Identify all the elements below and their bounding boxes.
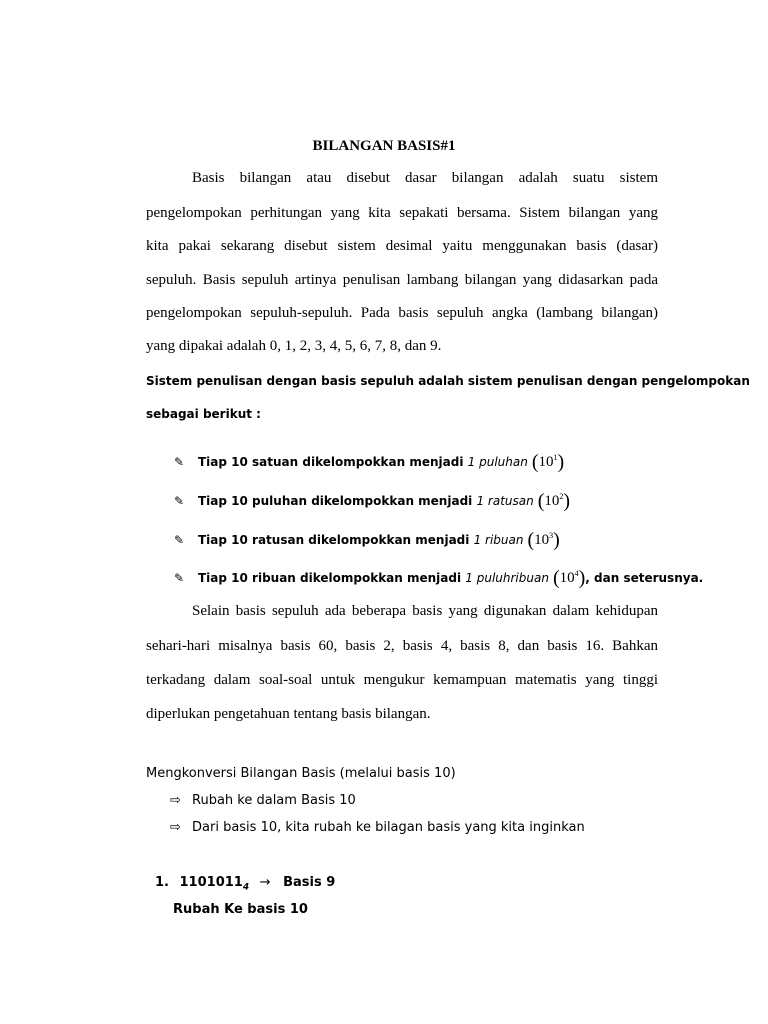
convert-heading: Mengkonversi Bilangan Basis (melalui basis 10) xyxy=(146,766,456,781)
bullet-item xyxy=(174,529,560,552)
pointing-hand-icon: ✎ xyxy=(174,571,185,585)
bullet-text: Tiap 10 ratusan dikelompokkan menjadi xyxy=(198,533,474,547)
arrow-icon: → xyxy=(259,875,271,890)
power-expression: $(10^1)$ xyxy=(531,451,565,473)
pointing-hand-icon: ✎ xyxy=(174,455,185,469)
convert-step: ⇨ Dari basis 10, kita rubah ke bilagan basis yang kita inginkan xyxy=(170,820,585,835)
right-arrow-icon: ⇨ xyxy=(170,793,181,808)
example-base: 4 xyxy=(242,882,250,893)
bullet-text: Tiap 10 puluhan dikelompokkan menjadi xyxy=(198,494,477,508)
example-note: Rubah Ke basis 10 xyxy=(173,902,308,917)
pointing-hand-icon: ✎ xyxy=(174,494,185,508)
system-line-1: Sistem penulisan dengan basis sepuluh adalah sistem penulisan dengan pengelompokan xyxy=(146,374,750,388)
example-number: 1. xyxy=(155,875,169,890)
other-line-2: sehari-hari misalnya basis 60, basis 2, basis 4, basis 8, dan basis 16. Bahkan xyxy=(146,638,658,654)
example-item xyxy=(155,875,335,893)
system-line-2: sebagai berikut : xyxy=(146,407,261,421)
intro-line-6: yang dipakai adalah 0, 1, 2, 3, 4, 5, 6, 7, 8, dan 9. xyxy=(146,338,442,354)
intro-line-2: pengelompokan perhitungan yang kita sepakati bersama. Sistem bilangan yang xyxy=(146,205,658,221)
intro-line-4: sepuluh. Basis sepuluh artinya penulisan lambang bilangan yang didasarkan pada xyxy=(146,272,658,288)
bullet-italic: 1 ratusan xyxy=(476,494,534,508)
intro-line-1: Basis bilangan atau disebut dasar bilangan adalah suatu sistem xyxy=(192,170,658,186)
power-expression: $(10^2)$ xyxy=(537,490,571,512)
bullet-italic: 1 ribuan xyxy=(473,533,524,547)
other-line-1: Selain basis sepuluh ada beberapa basis yang digunakan dalam kehidupan xyxy=(192,603,658,619)
bullet-italic: 1 puluhan xyxy=(467,455,528,469)
other-line-3: terkadang dalam soal-soal untuk mengukur kemampuan matematis yang tinggi xyxy=(146,672,658,688)
power-expression: $(10^4)$ xyxy=(552,567,586,589)
bullet-italic: 1 puluhribuan xyxy=(465,571,549,585)
intro-line-5: pengelompokan sepuluh-sepuluh. Pada basis sepuluh angka (lambang bilangan) xyxy=(146,305,658,321)
convert-step: ⇨ Rubah ke dalam Basis 10 xyxy=(170,793,356,808)
example-value: 1101011 xyxy=(179,875,243,890)
bullet-text: Tiap 10 satuan dikelompokkan menjadi xyxy=(198,455,468,469)
bullet-item xyxy=(174,490,570,513)
intro-line-3: kita pakai sekarang disebut sistem desimal yaitu menggunakan basis (dasar) xyxy=(146,238,658,254)
other-line-4: diperlukan pengetahuan tentang basis bilangan. xyxy=(146,706,431,722)
right-arrow-icon: ⇨ xyxy=(170,820,181,835)
bullet-text: Tiap 10 ribuan dikelompokkan menjadi xyxy=(198,571,466,585)
page-title: BILANGAN BASIS#1 xyxy=(312,138,456,154)
bullet-item xyxy=(174,451,564,474)
example-target: Basis 9 xyxy=(283,875,336,890)
pointing-hand-icon: ✎ xyxy=(174,533,185,547)
power-expression: $(10^3)$ xyxy=(527,529,560,551)
bullet-item: ✎ Tiap 10 ribuan dikelompokkan menjadi 1 puluhribuan $(10^4)$, dan seterusnya. xyxy=(174,567,704,589)
